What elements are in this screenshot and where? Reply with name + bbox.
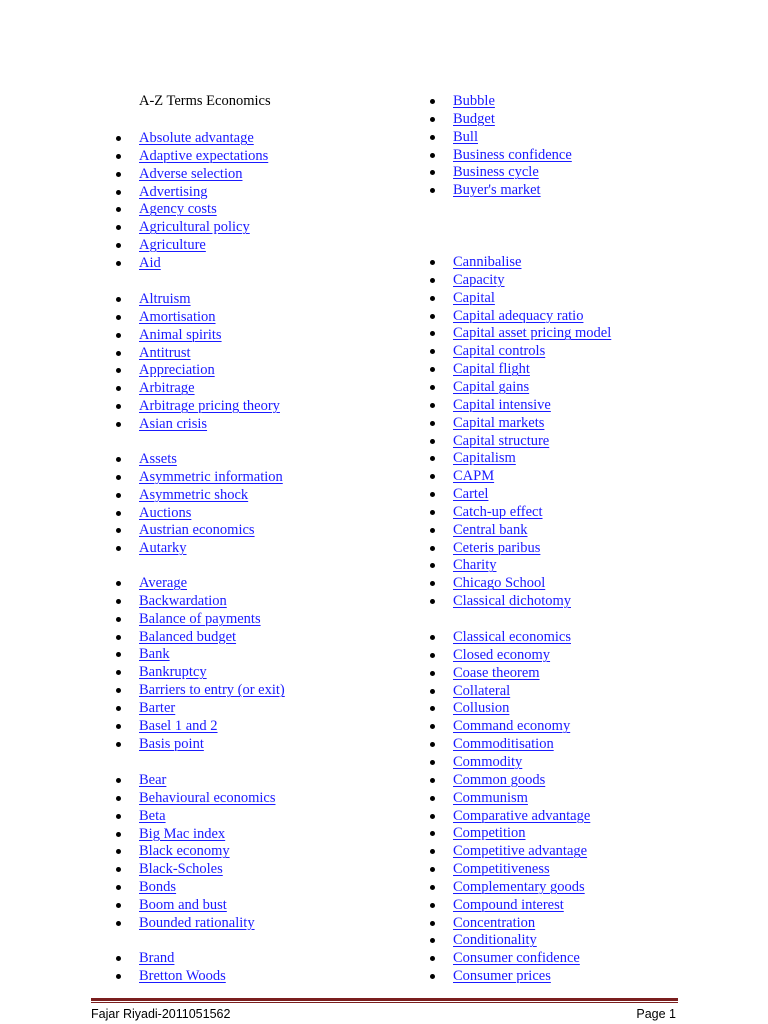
term-list-item [139,468,283,486]
term-link[interactable]: Bounded rationality [139,914,255,931]
term-list-item [139,504,191,522]
term-link[interactable]: Cannibalise [453,254,522,270]
term-link[interactable]: Commodity [453,753,523,770]
bullet-icon [116,867,121,872]
term-list-item [453,503,543,521]
bullet-icon [430,135,435,140]
bullet-icon [116,136,121,141]
term-link[interactable]: Black economy [139,843,230,860]
term-list-item [453,253,521,271]
term-link[interactable]: Big Mac index [139,825,226,842]
term-link[interactable]: Balanced budget [139,628,237,645]
bullet-icon [430,635,435,640]
term-link[interactable]: Amortisation [139,308,216,325]
term-link[interactable]: Backwardation [139,592,227,609]
term-link[interactable]: Aid [139,254,161,271]
bullet-icon [116,528,121,533]
term-link[interactable]: Assets [139,451,177,467]
term-list-item [453,824,526,842]
term-list-item [139,735,204,753]
bullet-icon [430,938,435,943]
term-list-item [453,539,540,557]
term-list-item [453,735,554,753]
term-list-item [453,878,585,896]
term-link[interactable]: Boom and bust [139,896,227,913]
term-list-item [453,360,530,378]
term-list-item [453,771,545,789]
bullet-icon [430,278,435,283]
term-link[interactable]: Arbitrage pricing theory [139,398,280,415]
term-link[interactable]: Capitalism [453,450,516,467]
term-link[interactable]: Commoditisation [453,736,554,753]
term-link[interactable]: Collateral [453,682,511,699]
term-link[interactable]: Conditionality [453,932,537,949]
term-list-item [139,486,248,504]
bullet-icon [116,386,121,391]
term-list-item [139,415,207,433]
term-link[interactable]: Appreciation [139,362,215,379]
term-link[interactable]: Brand [139,950,175,966]
term-list-item [139,326,222,344]
bullet-icon [116,581,121,586]
bullet-icon [116,511,121,516]
term-list-item [139,361,215,379]
term-link[interactable]: Compound interest [453,896,564,913]
term-list-item [139,914,255,932]
term-list-item [453,163,539,181]
term-list-item [139,771,166,789]
term-list-item [453,485,488,503]
term-list-item [139,628,236,646]
bullet-icon [116,154,121,159]
term-list-item [453,682,510,700]
term-list-item [453,574,545,592]
bullet-icon [430,903,435,908]
term-link[interactable]: Capital intensive [453,396,551,413]
bullet-icon [116,172,121,177]
bullet-icon [116,404,121,409]
term-link[interactable]: Business cycle [453,164,539,181]
term-link[interactable]: Autarky [139,540,187,557]
footer-author: Fajar Riyadi-2011051562 [91,1007,231,1021]
bullet-icon [116,635,121,640]
term-link[interactable]: Communism [453,789,528,806]
term-link[interactable]: Charity [453,557,497,574]
term-link[interactable]: Balance of payments [139,610,261,627]
term-link[interactable]: Capital [453,289,495,306]
term-link[interactable]: Classical dichotomy [453,593,571,610]
term-link[interactable]: Behavioural economics [139,789,276,806]
bullet-icon [116,243,121,248]
term-list-item [453,289,495,307]
bullet-icon [116,422,121,427]
bullet-icon [430,117,435,122]
term-list-item [453,592,571,610]
bullet-icon [116,832,121,837]
term-list-item [139,200,217,218]
bullet-icon [430,760,435,765]
term-link[interactable]: Agency costs [139,201,217,218]
term-list-item [453,432,549,450]
term-link[interactable]: Average [139,575,188,591]
bullet-icon [430,528,435,533]
term-link[interactable]: Complementary goods [453,878,585,895]
term-link[interactable]: Advertising [139,183,208,200]
bullet-icon [430,492,435,497]
bullet-icon [430,849,435,854]
bullet-icon [430,296,435,301]
term-list-item [139,592,227,610]
term-list-item [453,931,537,949]
bullet-icon [116,475,121,480]
bullet-icon [430,867,435,872]
term-list-item [139,949,174,967]
term-link[interactable]: Capital adequacy ratio [453,307,584,324]
term-list-item [139,521,255,539]
term-list-item [453,146,572,164]
bullet-icon [430,260,435,265]
bullet-icon [430,689,435,694]
term-link[interactable]: Auctions [139,504,192,521]
bullet-icon [430,170,435,175]
term-list-item [453,342,545,360]
term-list-item [453,842,587,860]
term-list-item [453,646,550,664]
term-list-item [139,539,187,557]
term-list-item [139,450,177,468]
term-link[interactable]: Black-Scholes [139,861,223,878]
term-link[interactable]: Closed economy [453,646,551,663]
bullet-icon [430,367,435,372]
term-link[interactable]: Buyer's market [453,182,541,199]
bullet-icon [430,456,435,461]
term-link[interactable]: Business confidence [453,146,572,163]
term-link[interactable]: Competition [453,825,526,842]
bullet-icon [430,974,435,979]
term-list-item [139,681,285,699]
term-list-item [453,414,544,432]
term-link[interactable]: Competitiveness [453,861,550,878]
term-link[interactable]: Barter [139,699,176,716]
term-link[interactable]: Capital asset pricing model [453,325,612,342]
term-list-item [139,645,170,663]
term-link[interactable]: Altruism [139,291,191,307]
term-list-item [139,254,161,272]
bullet-icon [430,921,435,926]
bullet-icon [430,403,435,408]
term-list-item [453,753,522,771]
term-link[interactable]: Capital controls [453,343,546,360]
term-list-item [453,807,590,825]
term-link[interactable]: Barriers to entry (or exit) [139,682,285,699]
term-link[interactable]: Bretton Woods [139,967,226,984]
bullet-icon [430,831,435,836]
term-list-item [139,290,191,308]
bullet-icon [116,207,121,212]
bullet-icon [116,778,121,783]
term-list-item [453,967,551,985]
bullet-icon [430,546,435,551]
term-link[interactable]: Austrian economics [139,522,255,539]
term-link[interactable]: Asymmetric shock [139,486,249,503]
term-list-item [453,324,611,342]
term-list-item [139,397,280,415]
bullet-icon [116,333,121,338]
term-list-item [139,183,207,201]
term-link[interactable]: Antitrust [139,344,191,361]
term-list-item [453,128,478,146]
term-list-item [453,949,580,967]
term-link[interactable]: Capital markets [453,414,545,431]
term-link[interactable]: Bonds [139,879,177,896]
term-list-item [453,467,494,485]
bullet-icon [430,706,435,711]
bullet-icon [116,706,121,711]
term-link[interactable]: Adverse selection [139,165,243,182]
term-link[interactable]: Bank [139,646,170,663]
term-link[interactable]: Asian crisis [139,415,208,432]
bullet-icon [430,778,435,783]
term-list-item [453,628,571,646]
term-list-item [453,699,509,717]
term-link[interactable]: Basis point [139,735,204,752]
bullet-icon [430,885,435,890]
bullet-icon [116,225,121,230]
term-list-item [453,556,497,574]
bullet-icon [116,297,121,302]
term-list-item [139,717,218,735]
term-link[interactable]: Capital flight [453,361,530,378]
bullet-icon [116,796,121,801]
bullet-icon [430,581,435,586]
term-link[interactable]: Adaptive expectations [139,147,269,164]
bullet-icon [430,724,435,729]
term-link[interactable]: Bubble [453,93,495,109]
bullet-icon [116,261,121,266]
term-list-item [453,396,551,414]
footer-divider [91,998,678,1001]
term-list-item [453,307,583,325]
bullet-icon [430,188,435,193]
term-link[interactable]: Capital structure [453,432,550,449]
term-link[interactable]: Classical economics [453,629,571,645]
footer-page-number: Page 1 [636,1007,676,1021]
bullet-icon [430,814,435,819]
bullet-icon [430,796,435,801]
term-link[interactable]: Comparative advantage [453,807,591,824]
bullet-icon [430,563,435,568]
term-link[interactable]: Command economy [453,718,571,735]
term-link[interactable]: Catch-up effect [453,503,543,520]
bullet-icon [116,546,121,551]
term-list-item [139,308,216,326]
term-link[interactable]: Consumer confidence [453,950,580,967]
bullet-icon [116,652,121,657]
bullet-icon [116,368,121,373]
bullet-icon [430,599,435,604]
bullet-icon [116,688,121,693]
term-link[interactable]: Animal spirits [139,326,222,343]
term-list-item [453,521,528,539]
bullet-icon [116,190,121,195]
term-link[interactable]: Asymmetric information [139,468,283,485]
term-list-item [139,878,176,896]
bullet-icon [430,742,435,747]
bullet-icon [430,421,435,426]
term-list-item [139,165,242,183]
bullet-icon [116,921,121,926]
bullet-icon [116,885,121,890]
bullet-icon [430,385,435,390]
term-list-item [453,914,535,932]
term-link[interactable]: Absolute advantage [139,130,254,146]
term-list-item [453,110,495,128]
bullet-icon [116,849,121,854]
term-link[interactable]: Concentration [453,914,536,931]
term-list-item [139,379,195,397]
term-list-item [139,860,223,878]
bullet-icon [116,670,121,675]
term-list-item [139,699,175,717]
bullet-icon [116,315,121,320]
term-list-item [139,807,166,825]
term-link[interactable]: Common goods [453,771,546,788]
term-list-item [453,789,528,807]
bullet-icon [430,439,435,444]
term-link[interactable]: Agricultural policy [139,219,250,236]
term-list-item [139,218,250,236]
term-list-item [453,664,540,682]
bullet-icon [430,331,435,336]
bullet-icon [116,903,121,908]
term-list-item [139,663,207,681]
bullet-icon [430,956,435,961]
term-list-item [453,717,570,735]
footer-divider-thin [91,1002,678,1003]
bullet-icon [430,510,435,515]
term-list-item [453,271,505,289]
term-list-item [139,842,230,860]
bullet-icon [430,349,435,354]
term-list-item [139,129,254,147]
term-list-item [139,236,206,254]
term-link[interactable]: Arbitrage [139,380,195,397]
bullet-icon [116,814,121,819]
term-list-item [139,896,227,914]
bullet-icon [430,653,435,658]
term-list-item [453,378,529,396]
term-list-item [139,344,191,362]
term-link[interactable]: Consumer prices [453,968,551,985]
bullet-icon [430,314,435,319]
term-link[interactable]: Competitive advantage [453,843,588,860]
term-list-item [453,896,564,914]
term-link[interactable]: Capacity [453,271,505,288]
term-link[interactable]: Bear [139,772,167,788]
term-link[interactable]: Beta [139,807,166,824]
term-list-item [139,610,261,628]
term-link[interactable]: Central bank [453,521,528,538]
bullet-icon [116,956,121,961]
document-title: A-Z Terms Economics [139,93,271,109]
term-link[interactable]: Ceteris paribus [453,539,541,556]
term-list-item [139,789,276,807]
bullet-icon [116,599,121,604]
bullet-icon [116,742,121,747]
bullet-icon [116,457,121,462]
bullet-icon [116,351,121,356]
term-link[interactable]: Basel 1 and 2 [139,717,218,734]
bullet-icon [116,617,121,622]
term-list-item [139,574,187,592]
term-list-item [139,967,226,985]
term-link[interactable]: Capital gains [453,378,530,395]
term-list-item [453,860,550,878]
term-link[interactable]: Coase theorem [453,664,540,681]
bullet-icon [430,153,435,158]
term-list-item [453,181,541,199]
term-link[interactable]: Collusion [453,700,510,717]
term-list-item [453,92,495,110]
bullet-icon [430,671,435,676]
term-link[interactable]: Budget [453,110,495,127]
term-list-item [139,147,268,165]
bullet-icon [116,724,121,729]
term-list-item [139,825,225,843]
term-link[interactable]: CAPM [453,468,495,485]
bullet-icon [116,493,121,498]
term-link[interactable]: Cartel [453,486,489,503]
bullet-icon [430,474,435,479]
term-link[interactable]: Chicago School [453,575,546,592]
term-link[interactable]: Bankruptcy [139,664,207,681]
term-list-item [453,449,516,467]
term-link[interactable]: Bull [453,128,478,145]
bullet-icon [116,974,121,979]
bullet-icon [430,99,435,104]
term-link[interactable]: Agriculture [139,237,206,254]
